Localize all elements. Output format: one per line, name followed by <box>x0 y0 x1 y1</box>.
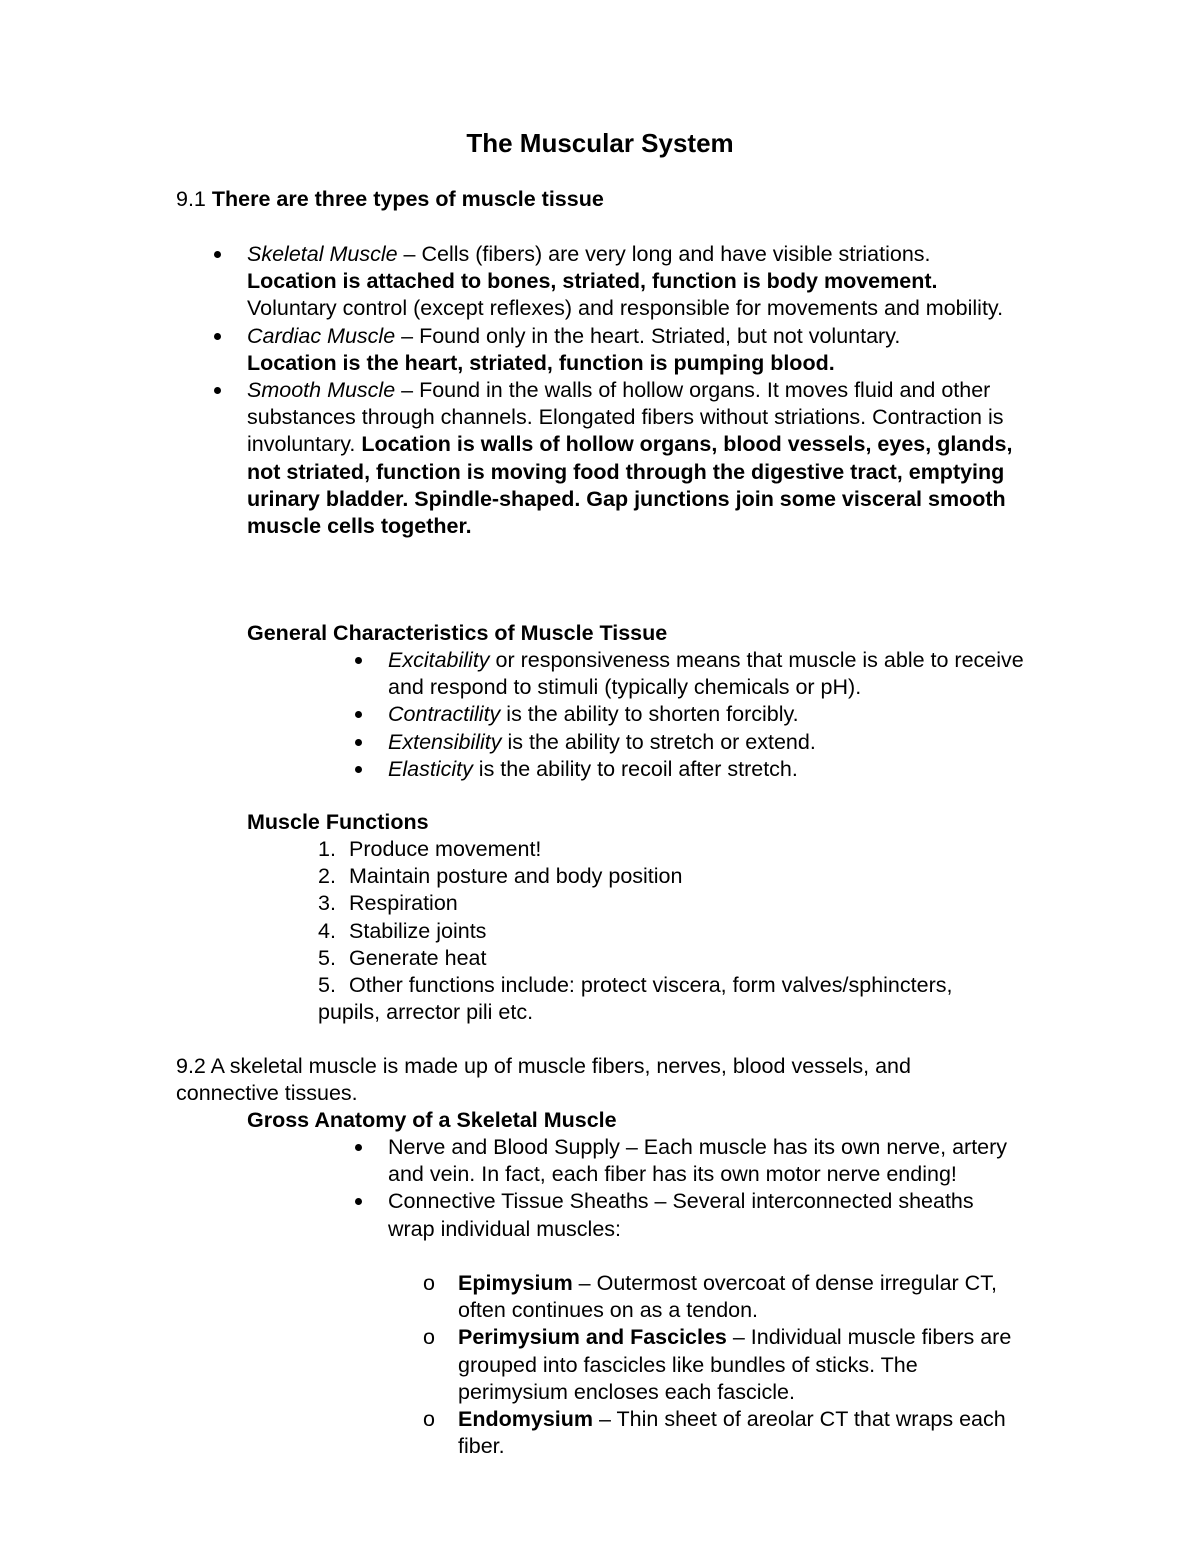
item-text: – Found only in the heart. Striated, but not voluntary. <box>395 323 901 348</box>
list-item <box>423 1406 1033 1460</box>
list-item <box>388 1134 1008 1188</box>
term: Endomysium <box>458 1407 593 1432</box>
bullet-icon <box>355 657 362 664</box>
item-bold-text: Location is the heart, striated, function is pumping blood. <box>247 350 835 375</box>
functions-heading: Muscle Functions <box>247 810 429 834</box>
bullet-icon <box>214 387 221 394</box>
list-item <box>388 701 1028 728</box>
bullet-icon <box>355 1144 362 1151</box>
gross-anatomy-list <box>388 1134 1008 1243</box>
sheaths-list <box>423 1270 1033 1460</box>
circle-bullet-icon: o <box>423 1407 435 1432</box>
item-number: 3. <box>318 891 336 916</box>
characteristics-list <box>388 647 1028 783</box>
list-item <box>388 756 1028 783</box>
item-text: – Outermost overcoat of dense irregular CT, often continues on as a tendon. <box>458 1271 997 1323</box>
term: Extensibility <box>388 729 502 754</box>
list-item <box>318 836 1058 863</box>
section-heading: There are three types of muscle tissue <box>211 187 604 211</box>
item-text: – Individual muscle fibers are grouped into fascicles like bundles of sticks. The perimysium encloses each fascicle. <box>458 1325 1012 1404</box>
muscle-types-list <box>247 241 1017 540</box>
bullet-icon <box>355 1198 362 1205</box>
circle-bullet-icon: o <box>423 1325 435 1350</box>
item-text: Stabilize joints <box>349 918 487 943</box>
list-item <box>423 1324 1033 1406</box>
item-text: is the ability to stretch or extend. <box>501 729 816 754</box>
section-9-2-intro: 9.2 A skeletal muscle is made up of muscle fibers, nerves, blood vessels, and connective tissues. <box>176 1054 911 1106</box>
term: Perimysium and Fascicles <box>458 1325 727 1350</box>
item-text: or responsiveness means that muscle is able to receive and respond to stimuli (typically chemicals or pH). <box>388 648 1024 700</box>
item-number: 4. <box>318 918 336 943</box>
item-text: – Found in the walls of hollow organs. It moves fluid and other substances through channels. Elongated fibers without striations. Contraction is involuntary. <box>247 378 1004 457</box>
item-text: Produce movement! <box>349 837 542 861</box>
functions-list <box>318 836 1058 1026</box>
item-bold-text: Location is attached to bones, striated, function is body movement. <box>247 269 938 294</box>
bullet-icon <box>355 711 362 718</box>
item-text: Connective Tissue Sheaths – Several interconnected sheaths wrap individual muscles: <box>388 1189 974 1241</box>
list-item <box>318 945 1058 972</box>
item-number: 1. <box>318 837 336 861</box>
item-text: Voluntary control (except reflexes) and responsible for movements and mobility. <box>247 296 1004 321</box>
item-number: 2. <box>318 864 336 889</box>
list-item <box>318 918 1058 945</box>
section-number: 9.1 <box>176 187 212 211</box>
list-item <box>318 890 1058 917</box>
item-number: 5. <box>318 945 336 970</box>
characteristics-heading: General Characteristics of Muscle Tissue <box>247 621 668 645</box>
list-item-skeletal <box>247 241 1017 323</box>
list-item <box>388 729 1028 756</box>
list-item <box>423 1270 1033 1324</box>
item-number: 5. <box>318 973 336 998</box>
term: Cardiac Muscle <box>247 323 396 348</box>
item-text: is the ability to recoil after stretch. <box>472 756 798 781</box>
item-text: Nerve and Blood Supply – Each muscle has its own nerve, artery and vein. In fact, each fiber has its own motor nerve ending! <box>388 1135 1008 1187</box>
term: Epimysium <box>458 1271 573 1295</box>
page-title: The Muscular System <box>466 128 734 158</box>
item-text: – Cells (fibers) are very long and have visible striations. <box>397 242 931 266</box>
item-text-continued: pupils, arrector pili etc. <box>318 1000 534 1025</box>
item-bold-text: Location is walls of hollow organs, blood vessels, eyes, glands, not striated, function is moving food through the digestive tract, emptying urinary bladder. Spindle-shaped. Gap junctions join some visceral smooth muscle cells together. <box>247 432 1013 539</box>
item-text: – Thin sheet of areolar CT that wraps each fiber. <box>458 1407 1006 1459</box>
list-item <box>318 863 1058 890</box>
item-text: is the ability to shorten forcibly. <box>500 702 799 727</box>
gross-anatomy-heading: Gross Anatomy of a Skeletal Muscle <box>247 1108 617 1132</box>
item-text: Respiration <box>349 891 458 916</box>
bullet-icon <box>214 333 221 340</box>
term: Elasticity <box>388 756 473 781</box>
item-text: Other functions include: protect viscera, form valves/sphincters, <box>349 973 953 998</box>
item-text: Maintain posture and body position <box>349 864 683 889</box>
bullet-icon <box>355 739 362 746</box>
item-text: Generate heat <box>349 945 487 970</box>
term: Contractility <box>388 702 501 727</box>
term: Excitability <box>388 648 490 672</box>
bullet-icon <box>214 251 221 258</box>
list-item-smooth <box>247 377 1017 540</box>
term: Smooth Muscle <box>247 378 396 403</box>
list-item <box>388 647 1028 701</box>
circle-bullet-icon: o <box>423 1271 435 1295</box>
list-item <box>388 1188 1008 1242</box>
section-9-1-heading <box>176 186 1076 213</box>
term: Skeletal Muscle <box>247 242 398 266</box>
list-item-cardiac <box>247 323 1017 377</box>
bullet-icon <box>355 766 362 773</box>
list-item <box>318 972 1058 1026</box>
